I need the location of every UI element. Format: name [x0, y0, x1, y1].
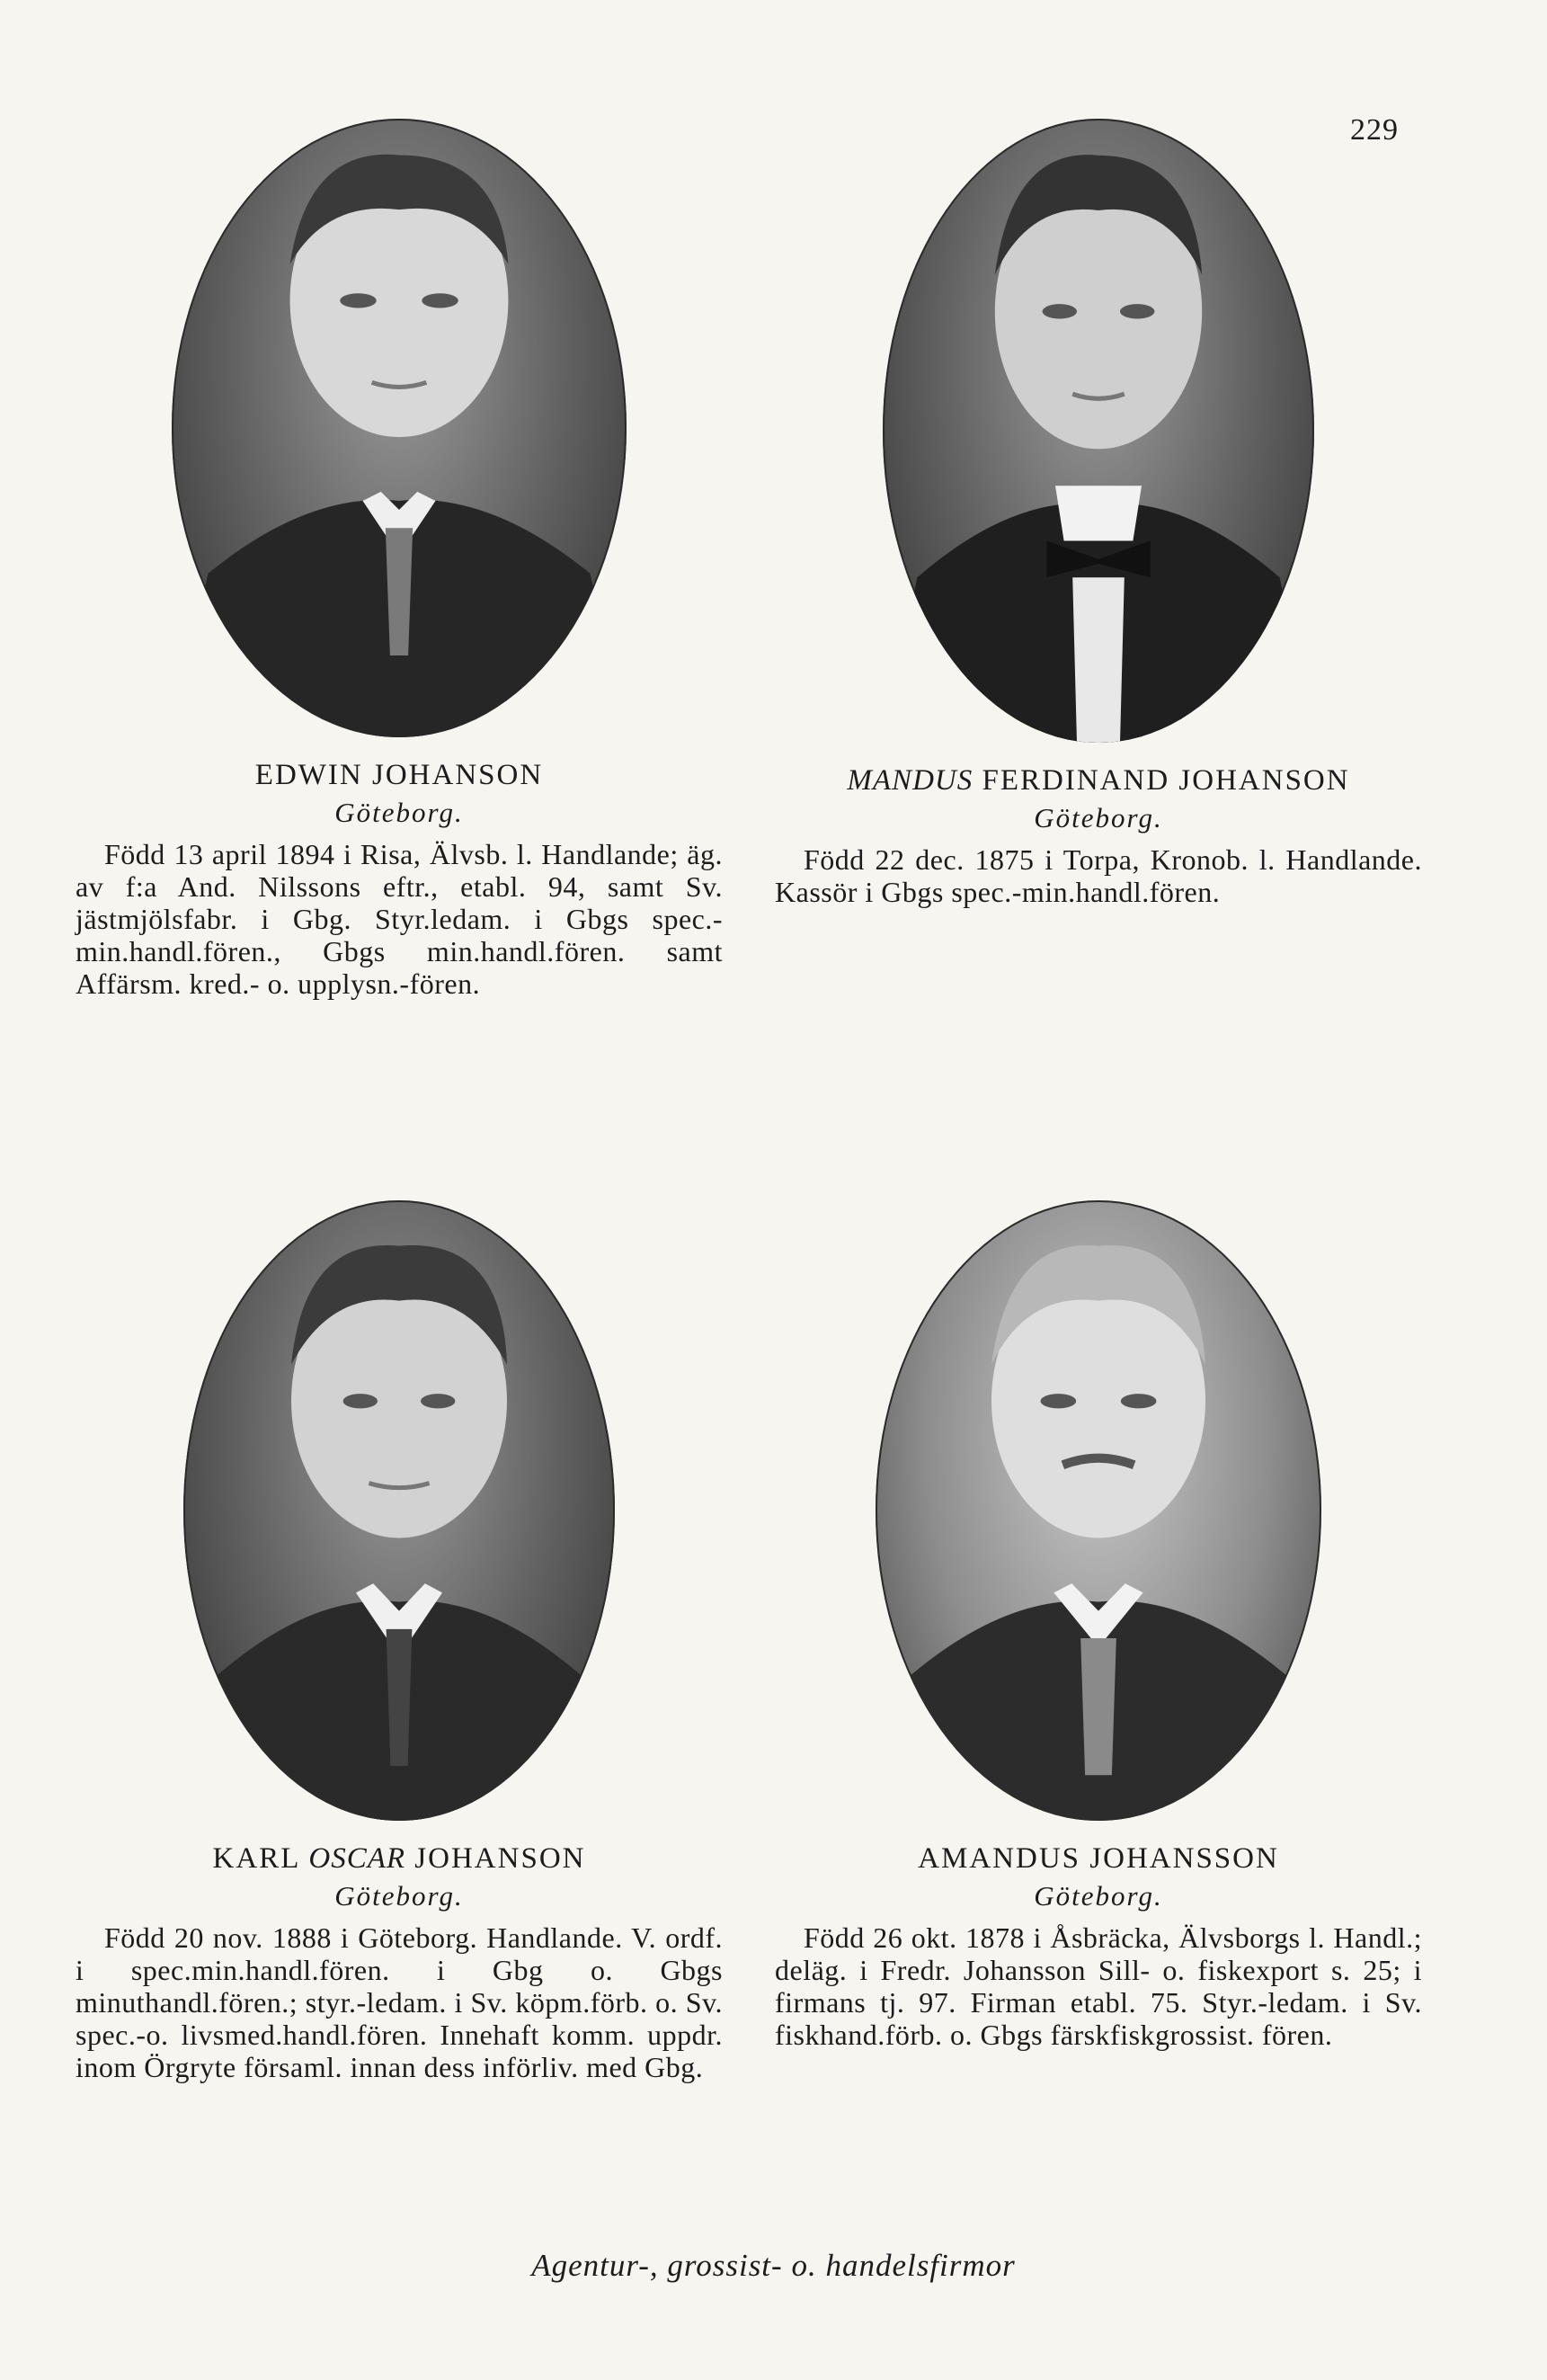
page-number: 229: [1350, 113, 1399, 147]
person-name: AMANDUS JOHANSSON: [918, 1842, 1279, 1875]
person-name-rest: FERDINAND JOHANSON: [982, 764, 1350, 797]
person-name-italic: MANDUS: [847, 764, 974, 797]
person-name-first: KARL: [212, 1842, 300, 1875]
person-biography: Född 26 okt. 1878 i Åsbräcka, Älvsborgs l. Handl.; deläg. i Fredr. Johansson Sill- o. fiskexport s. 25; i firmans tj. 97. Firman etabl. 75. Styr.-ledam. i Sv. fiskhand.förb. o. Gbgs färskfiskgrossist. fören.: [775, 1921, 1422, 2051]
person-name-rest: JOHANSON: [414, 1842, 586, 1875]
running-footer: Agentur-, grossist- o. handelsfirmor: [531, 2248, 1016, 2283]
person-name: [76, 1841, 723, 1876]
person-name-italic: OSCAR: [308, 1842, 406, 1875]
person-city: Göteborg.: [334, 797, 464, 828]
person-name: [775, 762, 1422, 798]
portrait-photo: [883, 119, 1314, 743]
person-city: Göteborg.: [334, 1880, 464, 1912]
person-biography: Född 13 april 1894 i Risa, Älvsb. l. Handlande; äg. av f:a And. Nilssons eftr., etabl. 94, samt Sv. jästmjölsfabr. i Gbg. Styr.ledam. i Gbgs spec.-min.handl.fören., Gbgs min.handl.fören. samt Affärsm. kred.- o. upplysn.-fören.: [76, 838, 723, 1000]
biography-entry: [76, 1200, 723, 2083]
person-city: Göteborg.: [1034, 1880, 1163, 1912]
person-biography: Född 20 nov. 1888 i Göteborg. Handlande. V. ordf. i spec.min.handl.fören. i Gbg o. Gbgs minuthandl.fören.; styr.-ledam. i Sv. köpm.förb. o. Sv. spec.-o. livsmed.handl.fören. Innehaft komm. uppdr. inom Örgryte församl. innan dess införliv. med Gbg.: [76, 1921, 723, 2083]
person-name: EDWIN JOHANSON: [254, 759, 544, 791]
person-city: Göteborg.: [1034, 802, 1163, 833]
portrait-photo: [183, 1200, 615, 1821]
person-biography: Född 22 dec. 1875 i Torpa, Kronob. l. Handlande. Kassör i Gbgs spec.-min.handl.fören.: [775, 843, 1422, 908]
biography-entry: [775, 119, 1422, 908]
biography-entry: [76, 119, 723, 1000]
portrait-photo: [172, 119, 627, 737]
biography-entry: [775, 1200, 1422, 2051]
portrait-photo: [876, 1200, 1321, 1821]
